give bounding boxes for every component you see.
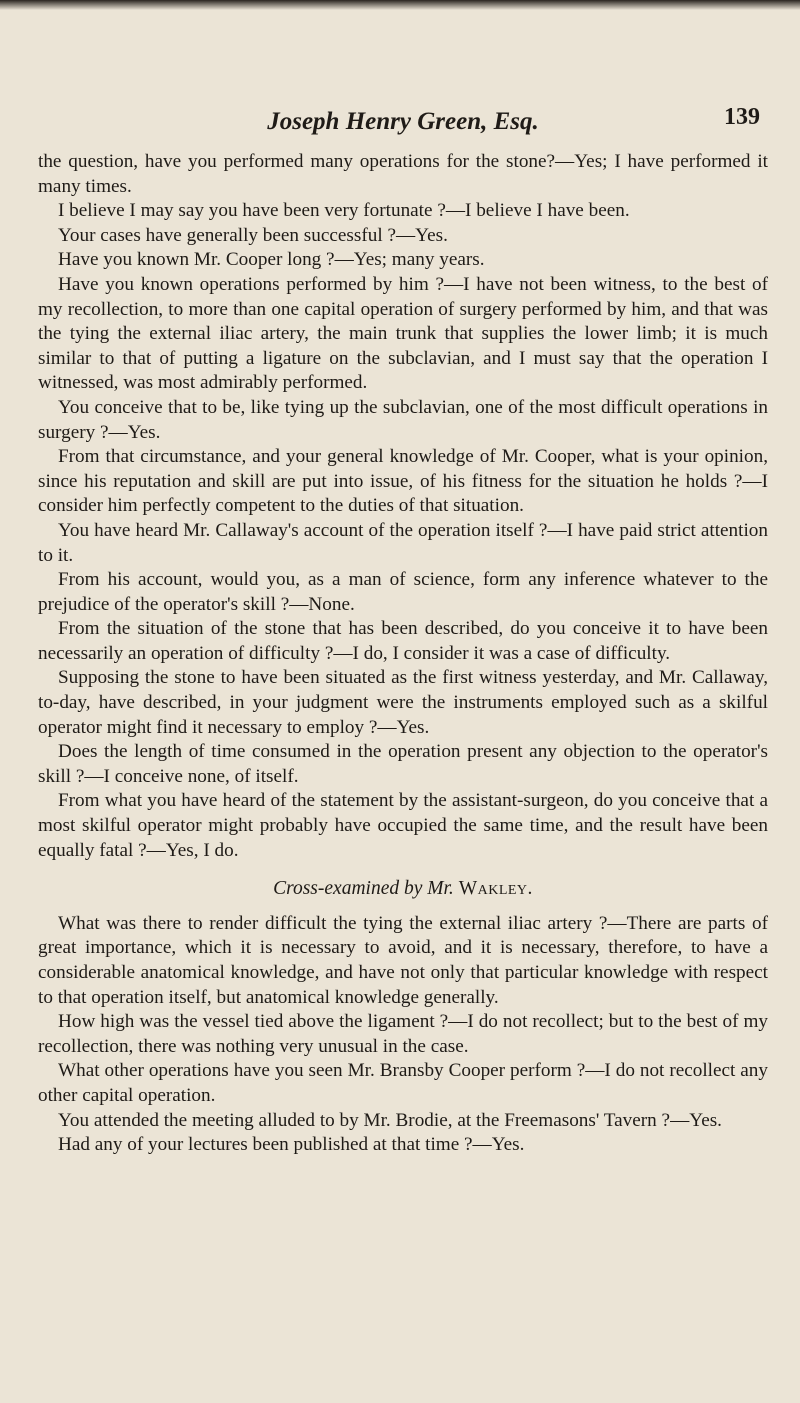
paragraph: You have heard Mr. Callaway's account of the operation itself ?—I have paid strict attention to it.	[38, 519, 768, 566]
running-head	[38, 104, 768, 150]
paragraph: You attended the meeting alluded to by Mr. Brodie, at the Freemasons' Tavern ?—Yes.	[58, 1109, 722, 1131]
body-text	[38, 150, 768, 1158]
paragraph: From that circumstance, and your general knowledge of Mr. Cooper, what is your opinion, since his reputation and skill are put into issue, of his fitness for the situation he holds ?—I consider him perfectly competent to the duties of that situation.	[38, 446, 768, 517]
section-heading-name: Wakley.	[458, 878, 533, 900]
paragraph: Supposing the stone to have been situated as the first witness yesterday, and Mr. Callaway, to-day, have described, in your judgment were the instruments employed such as a skilful operator might find it necessary to employ ?—Yes.	[38, 667, 768, 738]
paragraph: Have you known Mr. Cooper long ?—Yes; many years.	[58, 249, 485, 271]
paragraph: From what you have heard of the statement by the assistant-surgeon, do you conceive that a most skilful operator might probably have occupied the same time, and the result have been equally fatal ?—Yes, I do.	[38, 790, 768, 861]
paragraph: What other operations have you seen Mr. Bransby Cooper perform ?—I do not recollect any other capital operation.	[38, 1060, 768, 1106]
running-title: Joseph Henry Green, Esq.	[267, 108, 539, 135]
paragraph: How high was the vessel tied above the ligament ?—I do not recollect; but to the best of my recollection, there was nothing very unusual in the case.	[38, 1011, 768, 1057]
paragraph: From his account, would you, as a man of science, form any inference whatever to the prejudice of the operator's skill ?—None.	[38, 569, 768, 615]
section-heading	[38, 877, 768, 902]
paragraph: Your cases have generally been successful ?—Yes.	[58, 224, 448, 246]
paragraph: Had any of your lectures been published at that time ?—Yes.	[58, 1134, 525, 1156]
page-top-edge	[0, 0, 800, 10]
section-heading-prefix: Cross-examined by Mr.	[273, 878, 454, 900]
paragraph: Does the length of time consumed in the operation present any objection to the operator's skill ?—I conceive none, of itself.	[38, 741, 768, 787]
paragraph: You conceive that to be, like tying up the subclavian, one of the most difficult operations in surgery ?—Yes.	[38, 396, 768, 443]
paragraph: From the situation of the stone that has been described, do you conceive it to have been necessarily an operation of difficulty ?—I do, I consider it was a case of difficulty.	[38, 618, 768, 664]
page-number: 139	[724, 104, 760, 130]
book-page	[38, 104, 768, 1158]
paragraph: What was there to render difficult the tying the external iliac artery ?—There are parts of great importance, which it is necessary to avoid, and it is necessary, therefore, to have a considerable anatomical knowledge, and have not only that particular knowledge with respect to that operation itself, but anatomical knowledge generally.	[38, 912, 768, 1008]
paragraph: the question, have you performed many operations for the stone?—Yes; I have performed it many times.	[38, 151, 768, 197]
paragraph: I believe I may say you have been very fortunate ?—I believe I have been.	[58, 200, 630, 222]
paragraph: Have you known operations performed by him ?—I have not been witness, to the best of my recollection, to more than one capital operation of surgery performed by him, and that was the tying the external iliac artery, the main trunk that supplies the lower limb; it is much similar to that of putting a ligature on the subclavian, and I must say that the operation I witnessed, was most admirably performed.	[38, 273, 768, 394]
